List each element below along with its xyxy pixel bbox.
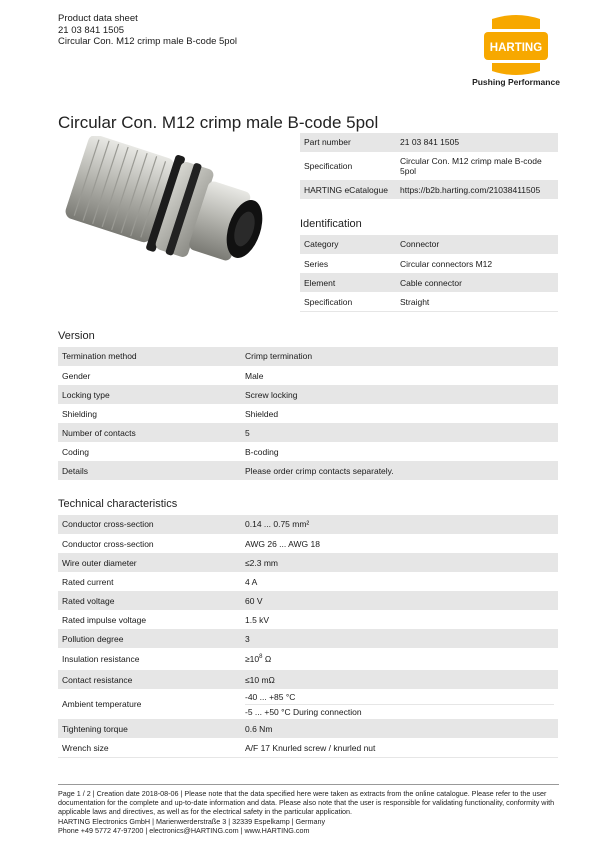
- table-row: [58, 629, 558, 648]
- row-key: Conductor cross-section: [58, 515, 241, 534]
- row-value: Shielded: [241, 404, 558, 423]
- row-value: Crimp termination: [241, 347, 558, 366]
- row-key: Conductor cross-section: [58, 534, 241, 553]
- summary-table: [300, 133, 558, 200]
- row-key: Contact resistance: [58, 670, 241, 689]
- row-value: ≤2.3 mm: [241, 553, 558, 572]
- insulation-exponent: 8: [259, 654, 263, 661]
- row-key: Shielding: [58, 404, 241, 423]
- row-key: Specification: [300, 292, 396, 311]
- row-value: Straight: [396, 292, 558, 311]
- row-value: 5: [241, 423, 558, 442]
- table-row: [300, 254, 558, 273]
- table-row: [300, 273, 558, 292]
- row-value: 0.14 ... 0.75 mm²: [241, 515, 558, 534]
- row-key: Rated current: [58, 572, 241, 591]
- insulation-base: ≥10: [245, 654, 260, 664]
- version-heading: Version: [58, 330, 95, 342]
- row-value: [241, 689, 558, 719]
- identification-heading: Identification: [300, 218, 362, 230]
- table-row: [58, 442, 558, 461]
- row-value: Please order crimp contacts separately.: [241, 461, 558, 480]
- document-header: [58, 13, 237, 48]
- row-key: Gender: [58, 366, 241, 385]
- footer-contact: Phone +49 5772 47-97200 | electronics@HARTING.com | www.HARTING.com: [58, 825, 310, 835]
- row-value: A/F 17 Knurled screw / knurled nut: [241, 738, 558, 757]
- temp-range: -40 ... +85 °C: [245, 692, 554, 705]
- row-value: 0.6 Nm: [241, 719, 558, 738]
- table-row: [58, 719, 558, 738]
- catalogue-link[interactable]: https://b2b.harting.com/21038411505: [396, 180, 558, 199]
- row-value: 3: [241, 629, 558, 648]
- row-key: Element: [300, 273, 396, 292]
- row-value: Cable connector: [396, 273, 558, 292]
- table-row: [58, 738, 558, 757]
- footer-address: HARTING Electronics GmbH | Marienwerderstraße 3 | 32339 Espelkamp | Germany: [58, 816, 326, 826]
- row-value: Screw locking: [241, 385, 558, 404]
- summary-key: Specification: [300, 152, 396, 180]
- table-row: [58, 648, 558, 670]
- row-key: Termination method: [58, 347, 241, 366]
- summary-row: [300, 152, 558, 180]
- row-value: [241, 648, 558, 670]
- row-key: Details: [58, 461, 241, 480]
- insulation-unit: Ω: [262, 654, 272, 664]
- table-row: [58, 461, 558, 480]
- header-part-number: 21 03 841 1505: [58, 24, 125, 36]
- summary-row: [300, 180, 558, 199]
- summary-value: Circular Con. M12 crimp male B-code 5pol: [396, 152, 558, 180]
- row-value: ≤10 mΩ: [241, 670, 558, 689]
- temp-range-connection: -5 ... +50 °C During connection: [245, 706, 362, 717]
- product-image: [58, 136, 288, 304]
- table-row: [58, 553, 558, 572]
- row-value: Circular connectors M12: [396, 254, 558, 273]
- technical-heading: Technical characteristics: [58, 498, 178, 510]
- table-row: [58, 366, 558, 385]
- table-row: [58, 670, 558, 689]
- table-row: [300, 235, 558, 254]
- table-row: [58, 423, 558, 442]
- row-value: Male: [241, 366, 558, 385]
- row-key: Insulation resistance: [58, 648, 241, 670]
- row-key: Rated impulse voltage: [58, 610, 241, 629]
- row-key: Tightening torque: [58, 719, 241, 738]
- header-product-name: Circular Con. M12 crimp male B-code 5pol: [58, 36, 237, 47]
- row-value: AWG 26 ... AWG 18: [241, 534, 558, 553]
- table-row: [58, 515, 558, 534]
- version-table: [58, 347, 558, 481]
- table-row: [58, 534, 558, 553]
- table-row: [58, 572, 558, 591]
- row-key: Ambient temperature: [58, 689, 241, 719]
- row-value: 4 A: [241, 572, 558, 591]
- doc-type: Product data sheet: [58, 13, 138, 24]
- row-value: Connector: [396, 235, 558, 254]
- row-key: Rated voltage: [58, 591, 241, 610]
- technical-table: [58, 515, 558, 758]
- table-row: [300, 292, 558, 311]
- table-row: [58, 610, 558, 629]
- row-key: Locking type: [58, 385, 241, 404]
- row-key: Coding: [58, 442, 241, 461]
- row-value: B-coding: [241, 442, 558, 461]
- identification-table: [300, 235, 558, 312]
- summary-key: HARTING eCatalogue: [300, 180, 396, 199]
- summary-row: [300, 133, 558, 152]
- row-key: Pollution degree: [58, 629, 241, 648]
- row-value: 1.5 kV: [241, 610, 558, 629]
- footer-disclaimer: Page 1 / 2 | Creation date 2018-08-06 | Please note that the data specified here were taken as extracts from the online catalogue. Please refer to the user documentation for the complete and up-to-date information and data. Please also note that the user is responsible for validating functionality, conformity with applicable laws and directives, as well as for the electrical safety in the particular application.: [58, 789, 555, 817]
- logo-brand-text: HARTING: [489, 42, 543, 54]
- table-row: [58, 347, 558, 366]
- logo-tagline: Pushing Performance: [472, 77, 560, 87]
- table-row: [58, 591, 558, 610]
- row-key: Number of contacts: [58, 423, 241, 442]
- row-key: Wrench size: [58, 738, 241, 757]
- summary-key: Part number: [300, 133, 396, 152]
- row-value: 60 V: [241, 591, 558, 610]
- row-key: Series: [300, 254, 396, 273]
- page-footer: [58, 784, 559, 835]
- row-key: Wire outer diameter: [58, 553, 241, 572]
- table-row: [58, 385, 558, 404]
- page-title: Circular Con. M12 crimp male B-code 5pol: [58, 113, 379, 132]
- table-row: [58, 404, 558, 423]
- row-key: Category: [300, 235, 396, 254]
- summary-value: 21 03 841 1505: [396, 133, 558, 152]
- table-row: [58, 689, 558, 719]
